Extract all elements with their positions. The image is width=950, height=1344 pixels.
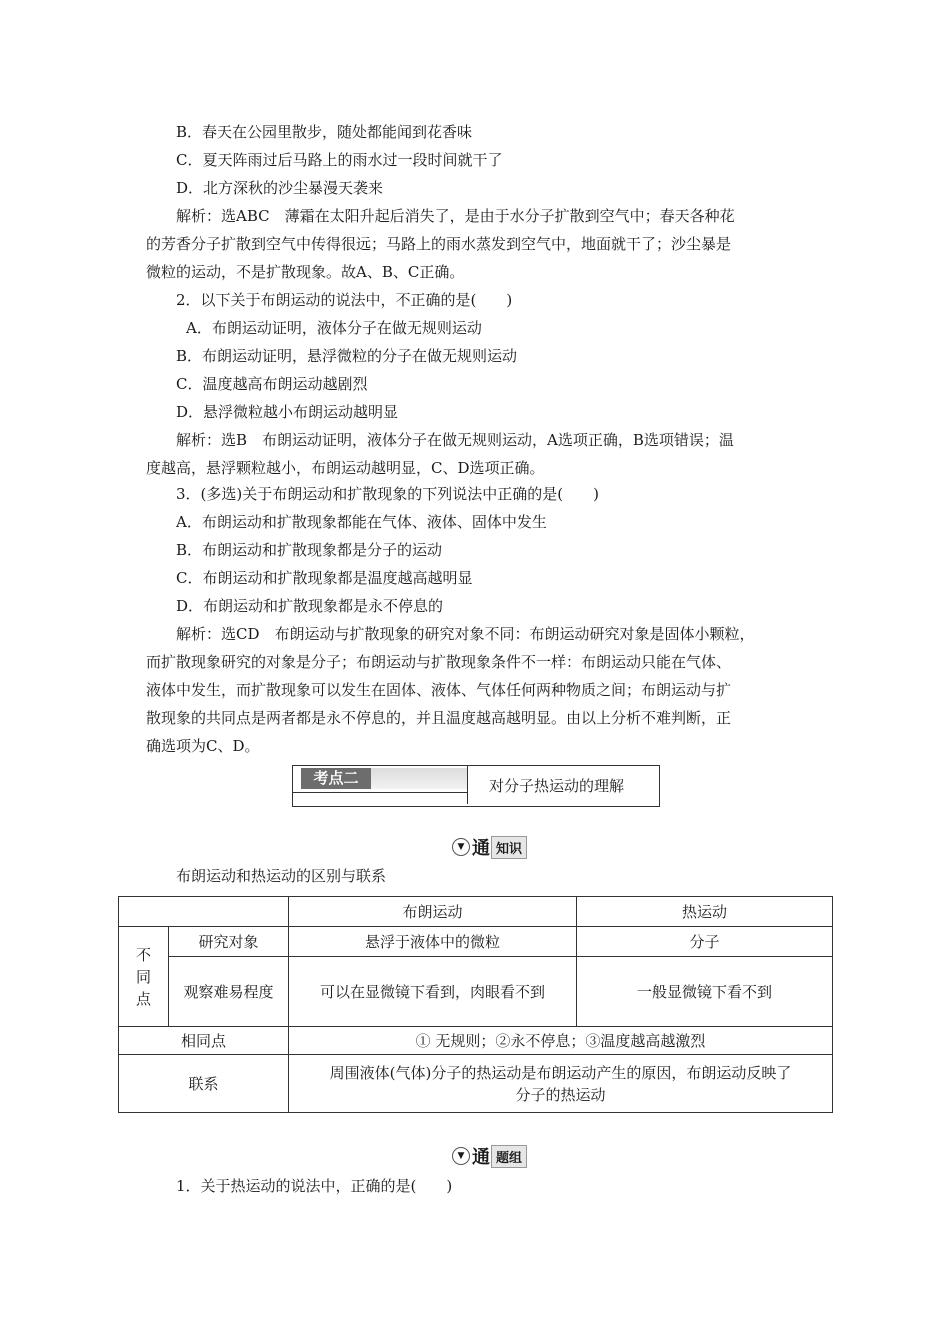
- q3-analysis-line: 确选项为C、D。: [146, 737, 260, 755]
- chevron-down-icon: ▼: [452, 838, 470, 856]
- table-row: [119, 927, 833, 957]
- q3-analysis-line: 散现象的共同点是两者都是永不停息的，并且温度越高越明显。由以上分析不难判断，正: [146, 709, 732, 727]
- cell-same: ① 无规则；②永不停息；③温度越高越激烈: [289, 1027, 833, 1055]
- section-header-box: [292, 765, 660, 807]
- badge-label: 题组: [491, 1145, 527, 1168]
- row-label: 观察难易程度: [169, 957, 289, 1027]
- table-row: [119, 897, 833, 927]
- section-tag: 考点二: [301, 768, 371, 789]
- badge-label: 知识: [491, 836, 527, 859]
- knowledge-badge: [452, 836, 527, 858]
- section-title: 对分子热运动的理解: [489, 777, 625, 795]
- header-brownian: 布朗运动: [289, 897, 577, 927]
- q1-option-b: B．春天在公园里散步，随处都能闻到花香味: [176, 123, 473, 141]
- table-caption: 布朗运动和热运动的区别与联系: [176, 867, 387, 885]
- q3-option-d: D．布朗运动和扩散现象都是永不停息的: [176, 597, 444, 615]
- cell-thermal: 一般显微镜下看不到: [577, 957, 833, 1027]
- q2-option-a: A．布朗运动证明，液体分子在做无规则运动: [186, 319, 482, 337]
- comparison-table: [118, 896, 833, 1113]
- table-row: [119, 1027, 833, 1055]
- table-row: [119, 1055, 833, 1113]
- section-tag-wrap: [293, 766, 468, 804]
- cell-link-line: 分子的热运动: [515, 1085, 606, 1104]
- row-label: 相同点: [119, 1027, 289, 1055]
- cell-brownian: 可以在显微镜下看到，肉眼看不到: [289, 957, 577, 1027]
- q3-stem: 3．(多选)关于布朗运动和扩散现象的下列说法中正确的是( ): [176, 485, 599, 503]
- table-row: [119, 957, 833, 1027]
- q1-analysis-line: 的芳香分子扩散到空气中传得很远；马路上的雨水蒸发到空气中，地面就干了；沙尘暴是: [146, 235, 732, 253]
- q1-option-c: C．夏天阵雨过后马路上的雨水过一段时间就干了: [176, 151, 503, 169]
- q3-analysis-line: 而扩散现象研究的对象是分子；布朗运动与扩散现象条件不一样：布朗运动只能在气体、: [146, 653, 732, 671]
- row-label: 研究对象: [169, 927, 289, 957]
- cell-brownian: 悬浮于液体中的微粒: [289, 927, 577, 957]
- q3-option-a: A．布朗运动和扩散现象都能在气体、液体、固体中发生: [176, 513, 547, 531]
- cell-link: [289, 1055, 833, 1113]
- question-group-badge: [452, 1145, 527, 1167]
- table-corner-cell: [119, 897, 289, 927]
- q3-analysis-line: 解析：选CD 布朗运动与扩散现象的研究对象不同：布朗运动研究对象是固体小颗粒，: [176, 625, 755, 643]
- diff-label-cell: [119, 927, 169, 1027]
- section-tag-bar: [371, 768, 467, 789]
- q2-option-b: B．布朗运动证明，悬浮微粒的分子在做无规则运动: [176, 347, 518, 365]
- row-label: 联系: [119, 1055, 289, 1113]
- chevron-down-icon: ▼: [452, 1147, 470, 1165]
- diff-label-char: 不: [135, 945, 151, 964]
- header-thermal: 热运动: [577, 897, 833, 927]
- badge-main-char: 通: [472, 1147, 490, 1168]
- q3-option-b: B．布朗运动和扩散现象都是分子的运动: [176, 541, 443, 559]
- diff-label-char: 点: [135, 989, 151, 1008]
- q1-analysis-line: 微粒的运动，不是扩散现象。故A、B、C正确。: [146, 263, 465, 281]
- diff-label-char: 同: [135, 967, 151, 986]
- q1-option-d: D．北方深秋的沙尘暴漫天袭来: [176, 179, 384, 197]
- cell-thermal: 分子: [577, 927, 833, 957]
- badge-main-char: 通: [472, 838, 490, 859]
- q2-stem: 2．以下关于布朗运动的说法中，不正确的是( ): [176, 291, 513, 309]
- q2-option-c: C．温度越高布朗运动越剧烈: [176, 375, 368, 393]
- q3-option-c: C．布朗运动和扩散现象都是温度越高越明显: [176, 569, 473, 587]
- section-tag-underline: [293, 792, 467, 793]
- last-question-stem: 1．关于热运动的说法中，正确的是( ): [176, 1177, 453, 1195]
- q2-option-d: D．悬浮微粒越小布朗运动越明显: [176, 403, 399, 421]
- cell-link-line: 周围液体(气体)分子的热运动是布朗运动产生的原因，布朗运动反映了: [329, 1063, 792, 1082]
- q2-analysis-line: 度越高，悬浮颗粒越小，布朗运动越明显，C、D选项正确。: [146, 459, 545, 477]
- q2-analysis-line: 解析：选B 布朗运动证明，液体分子在做无规则运动，A选项正确，B选项错误；温: [176, 431, 734, 449]
- q3-analysis-line: 液体中发生，而扩散现象可以发生在固体、液体、气体任何两种物质之间；布朗运动与扩: [146, 681, 732, 699]
- q1-analysis-line: 解析：选ABC 薄霜在太阳升起后消失了，是由于水分子扩散到空气中；春天各种花: [176, 207, 735, 225]
